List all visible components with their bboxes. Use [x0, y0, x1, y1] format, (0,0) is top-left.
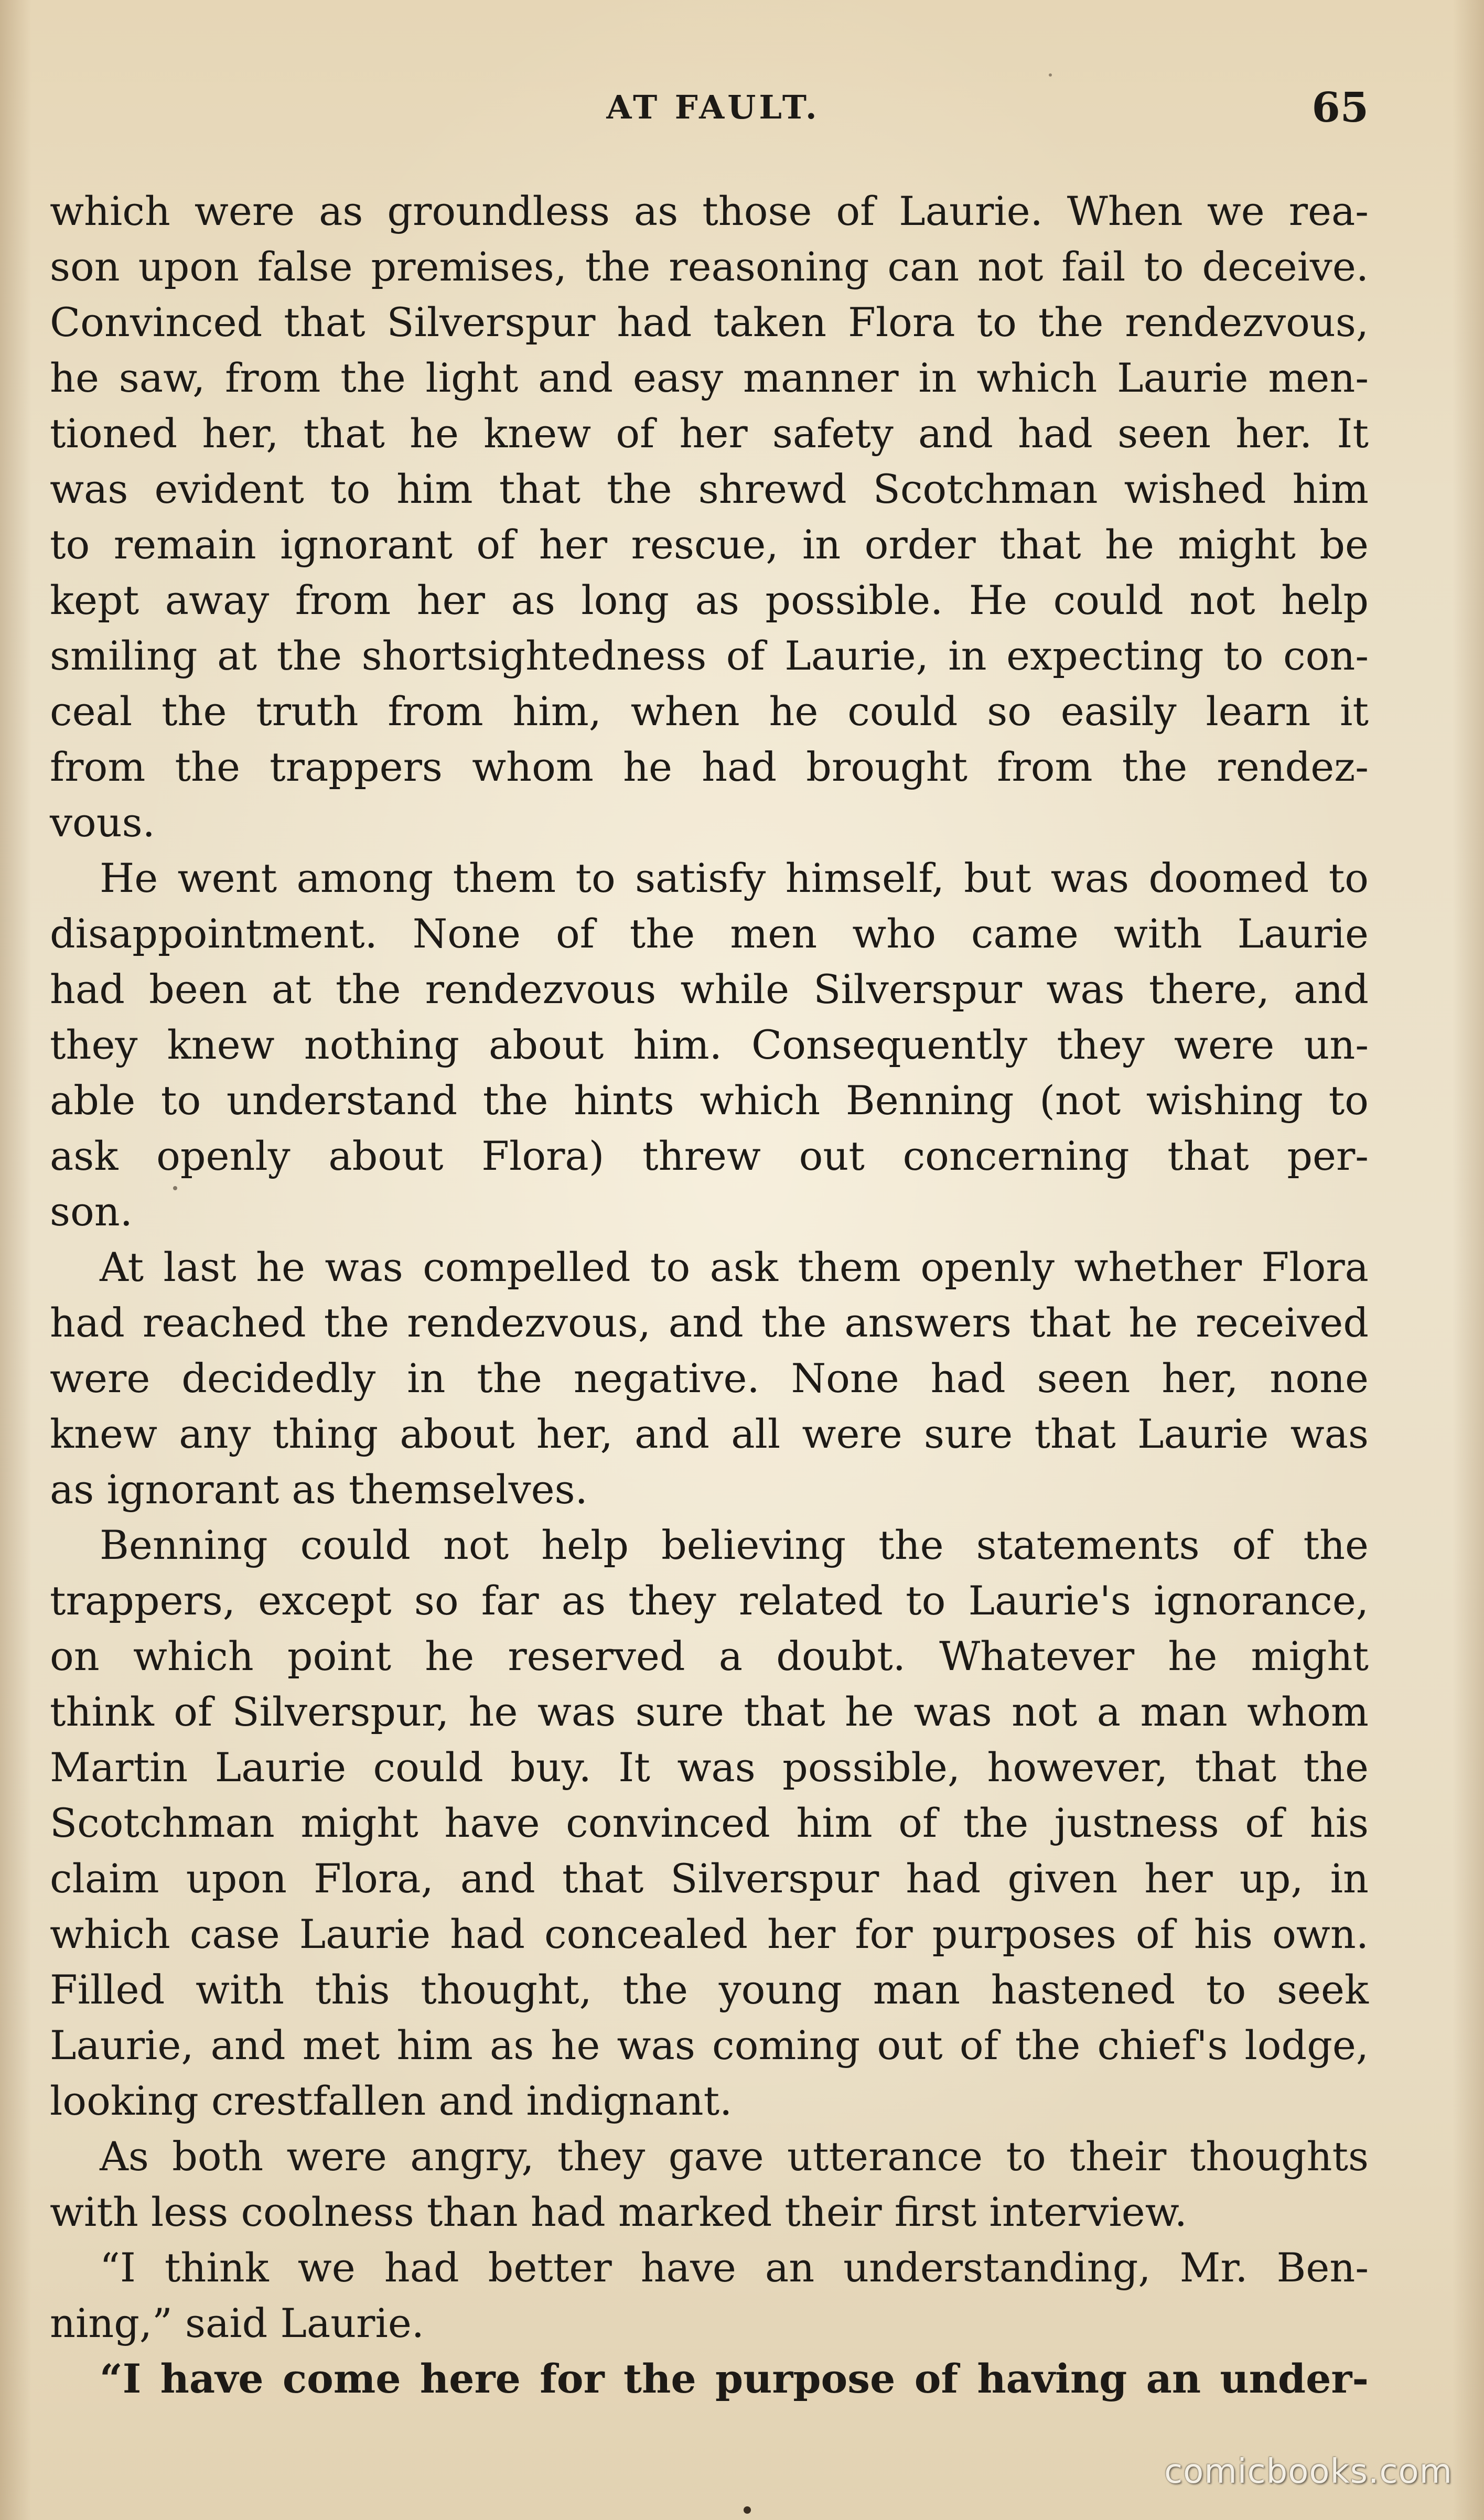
text-line: claim upon Flora, and that Silverspur had given her up, in [50, 1855, 1369, 1902]
text-line: ceal the truth from him, when he could so easily learn it [50, 688, 1369, 735]
text-line: Laurie, and met him as he was coming out of the chief's lodge, [50, 2022, 1369, 2069]
text-line: think of Silverspur, he was sure that he was not a man whom [50, 1688, 1369, 1735]
text-line: tioned her, that he knew of her safety and had seen her. It [50, 410, 1369, 457]
text-line: Filled with this thought, the young man hastened to seek [50, 1966, 1369, 2013]
text-line: with less coolness than had marked their first interview. [50, 2189, 1187, 2235]
page-number: 65 [1311, 84, 1369, 132]
text-line: ning,” said Laurie. [50, 2300, 424, 2346]
text-line: he saw, from the light and easy manner in which Laurie men- [50, 354, 1369, 401]
text-line: vous. [50, 799, 155, 846]
text-line: which were as groundless as those of Laurie. When we rea- [50, 188, 1369, 234]
text-line: on which point he reserved a doubt. Whatever he might [50, 1633, 1369, 1679]
text-line: ask openly about Flora) threw out concerning that per- [50, 1133, 1369, 1179]
text-line: had reached the rendezvous, and the answers that he received [50, 1299, 1369, 1346]
text-line: “I have come here for the purpose of having an under- [100, 2355, 1369, 2402]
text-line: Martin Laurie could buy. It was possible, however, that the [50, 1744, 1369, 1791]
text-line: was evident to him that the shrewd Scotchman wished him [50, 466, 1369, 512]
text-line: they knew nothing about him. Consequently they were un- [50, 1021, 1369, 1068]
ink-speck [173, 1186, 177, 1190]
text-line: to remain ignorant of her rescue, in order that he might be [50, 521, 1369, 568]
text-line: Benning could not help believing the statements of the [100, 1522, 1369, 1568]
text-line: disappointment. None of the men who came with Laurie [50, 910, 1369, 957]
text-line: looking crestfallen and indignant. [50, 2077, 733, 2124]
text-line: which case Laurie had concealed her for purposes of his own. [50, 1911, 1369, 1957]
text-line: from the trappers whom he had brought from the rendez- [50, 744, 1369, 790]
text-line: son upon false premises, the reasoning can not fail to deceive. [50, 243, 1369, 290]
text-line: He went among them to satisfy himself, but was doomed to [100, 855, 1369, 901]
text-line: as ignorant as themselves. [50, 1466, 588, 1513]
text-line: knew any thing about her, and all were sure that Laurie was [50, 1410, 1369, 1457]
text-line: kept away from her as long as possible. He could not help [50, 577, 1369, 623]
text-line: had been at the rendezvous while Silverspur was there, and [50, 966, 1369, 1013]
page-edge-shadow-left [0, 0, 31, 2520]
text-line: At last he was compelled to ask them openly whether Flora [100, 1244, 1369, 1290]
ink-speck [744, 2506, 751, 2514]
text-line: Convinced that Silverspur had taken Flora to the rendezvous, [50, 299, 1369, 346]
text-line: As both were angry, they gave utterance to their thoughts [100, 2133, 1369, 2180]
text-line: were decidedly in the negative. None had seen her, none [50, 1355, 1369, 1402]
text-line: smiling at the shortsightedness of Laurie, in expecting to con- [50, 632, 1369, 679]
text-line: “I think we had better have an understanding, Mr. Ben- [100, 2244, 1369, 2291]
running-head [58, 79, 1369, 136]
page-edge-shadow-right [1453, 0, 1484, 2520]
body-text [50, 184, 1369, 2407]
text-line: son. [50, 1188, 133, 1235]
watermark-text: comicbooks.com [1164, 2452, 1453, 2491]
text-line: able to understand the hints which Benning (not wishing to [50, 1077, 1369, 1124]
ink-speck [1049, 73, 1052, 77]
text-line: trappers, except so far as they related to Laurie's ignorance, [50, 1577, 1369, 1624]
text-line: Scotchman might have convinced him of the justness of his [50, 1800, 1369, 1846]
running-title: AT FAULT. [606, 88, 820, 126]
